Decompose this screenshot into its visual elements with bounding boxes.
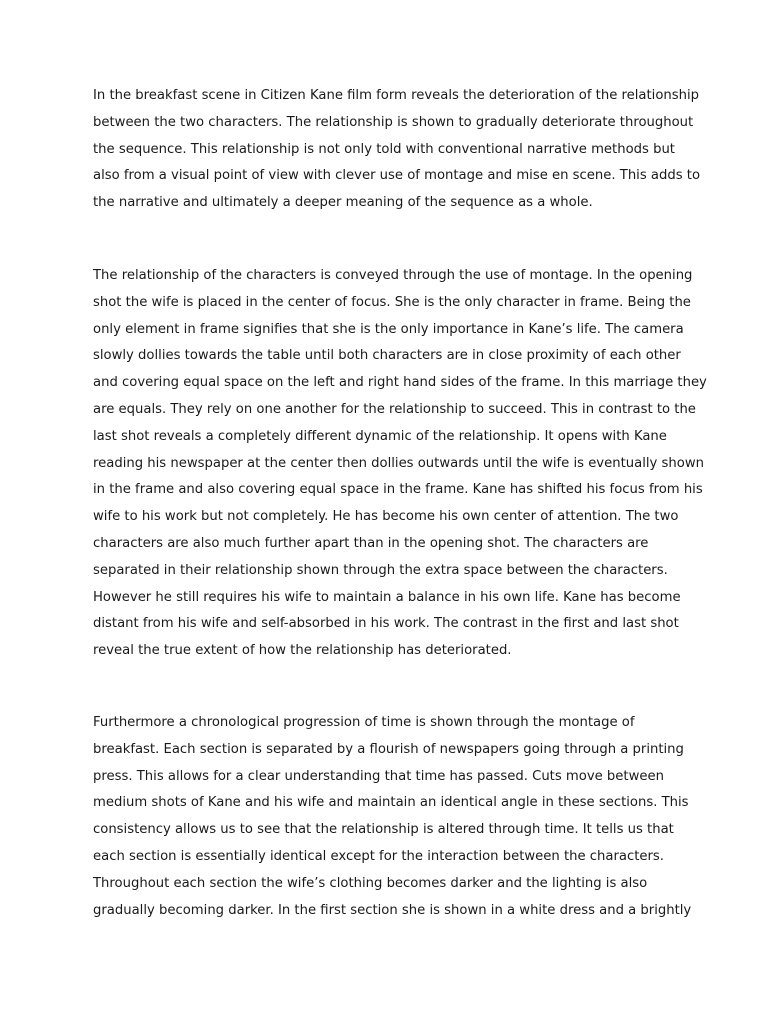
text-line: distant from his wife and self-absorbed in his work. The contrast in the first and last shot xyxy=(93,616,679,632)
text-line: slowly dollies towards the table until both characters are in close proximity of each other xyxy=(93,348,681,364)
text-line: also from a visual point of view with clever use of montage and mise en scene. This adds to xyxy=(93,168,701,184)
text-line: However he still requires his wife to maintain a balance in his own life. Kane has become xyxy=(93,589,681,605)
text-line: consistency allows us to see that the relationship is altered through time. It tells us that xyxy=(93,822,674,838)
text-line: last shot reveals a completely different dynamic of the relationship. It opens with Kane xyxy=(93,428,667,444)
text-line: are equals. They rely on one another for the relationship to succeed. This in contrast to the xyxy=(93,401,696,417)
text-line: In the breakfast scene in Citizen Kane film form reveals the deterioration of the relationship xyxy=(93,88,700,103)
text-line: Furthermore a chronological progression of time is shown through the montage of xyxy=(93,715,635,730)
text-line: reading his newspaper at the center then dollies outwards until the wife is eventually shown xyxy=(93,455,704,471)
paragraph-intro xyxy=(93,83,701,217)
text-line: each section is essentially identical except for the interaction between the characters. xyxy=(93,848,664,864)
text-line: characters are also much further apart than in the opening shot. The characters are xyxy=(93,535,649,551)
text-line: and covering equal space on the left and right hand sides of the frame. In this marriage they xyxy=(93,375,707,391)
text-line: press. This allows for a clear understanding that time has passed. Cuts move between xyxy=(93,768,664,784)
text-line: separated in their relationship shown through the extra space between the characters. xyxy=(93,562,668,578)
paragraph-chronology xyxy=(93,710,693,924)
text-line: The relationship of the characters is conveyed through the use of montage. In the opening xyxy=(93,268,693,283)
text-line: reveal the true extent of how the relationship has deteriorated. xyxy=(93,643,512,659)
text-line: gradually becoming darker. In the first section she is shown in a white dress and a brightly xyxy=(93,902,692,918)
paragraph-montage xyxy=(93,263,707,665)
text-line: only element in frame signifies that she is the only importance in Kane’s life. The camera xyxy=(93,321,684,337)
text-line: medium shots of Kane and his wife and maintain an identical angle in these sections. This xyxy=(93,795,689,811)
text-line: the sequence. This relationship is not only told with conventional narrative methods but xyxy=(93,141,675,157)
text-line: wife to his work but not completely. He has become his own center of attention. The two xyxy=(93,509,679,525)
text-line: the narrative and ultimately a deeper meaning of the sequence as a whole. xyxy=(93,195,593,211)
text-line: Throughout each section the wife’s clothing becomes darker and the lighting is also xyxy=(93,875,648,891)
text-line: breakfast. Each section is separated by a flourish of newspapers going through a printing xyxy=(93,741,684,757)
text-line: shot the wife is placed in the center of focus. She is the only character in frame. Being the xyxy=(93,294,691,310)
text-line: in the frame and also covering equal space in the frame. Kane has shifted his focus from his xyxy=(93,482,703,498)
text-line: between the two characters. The relationship is shown to gradually deteriorate throughout xyxy=(93,114,694,130)
